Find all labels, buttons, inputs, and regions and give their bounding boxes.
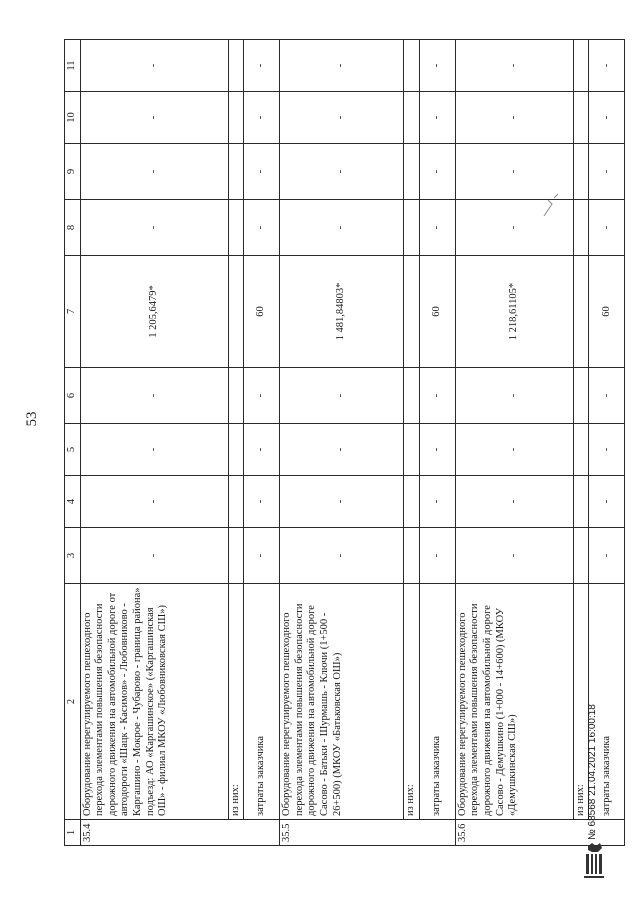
page-number: 53 <box>24 411 40 427</box>
table-row <box>280 40 404 846</box>
header-cell: 8 <box>65 200 81 256</box>
table-cell: - <box>589 476 625 528</box>
table-cell: - <box>419 528 455 584</box>
table-cell: - <box>280 476 404 528</box>
table-row <box>244 40 280 846</box>
subrow-label: из них: <box>404 584 420 820</box>
table-cell: - <box>455 528 573 584</box>
table-cell: - <box>280 528 404 584</box>
table-cell: - <box>244 368 280 424</box>
registration-stamp-text: № 68568 21.04.2021 16:00:18 <box>587 704 598 840</box>
table-cell: - <box>280 200 404 256</box>
table-cell: - <box>589 92 625 144</box>
table-cell: - <box>589 368 625 424</box>
header-cell: 11 <box>65 40 81 92</box>
table-cell: - <box>80 476 228 528</box>
pen-mark-icon <box>540 190 564 220</box>
table-cell: - <box>244 40 280 92</box>
table-cell: - <box>419 476 455 528</box>
cost-cell: 60 <box>244 256 280 368</box>
subrow-label: затраты заказчика <box>244 584 280 820</box>
header-cell: 1 <box>65 820 81 846</box>
table-cell: - <box>419 368 455 424</box>
subrow-label: затраты заказчика <box>589 584 625 820</box>
table-cell: - <box>589 528 625 584</box>
table-cell: - <box>280 144 404 200</box>
table-cell: - <box>244 144 280 200</box>
table-cell: - <box>419 200 455 256</box>
table-cell: - <box>80 40 228 92</box>
table-cell: - <box>455 424 573 476</box>
table-row <box>404 40 420 846</box>
table-cell: - <box>589 200 625 256</box>
table-row <box>419 40 455 846</box>
table-cell: - <box>280 92 404 144</box>
table-cell: - <box>80 144 228 200</box>
table-cell: - <box>280 40 404 92</box>
table-row <box>228 40 244 846</box>
table-cell: - <box>244 200 280 256</box>
header-cell: 10 <box>65 92 81 144</box>
table-cell: - <box>244 528 280 584</box>
table-cell: - <box>589 424 625 476</box>
table-cell: - <box>455 92 573 144</box>
subrow-label: из них: <box>573 584 589 820</box>
header-cell: 4 <box>65 476 81 528</box>
subrow-label: из них: <box>228 584 244 820</box>
table-cell: - <box>244 476 280 528</box>
row-description: Оборудование нерегулируемого пешеходного перехода элементами повышения безопасности дорожного движения на автомобильной дороге Сасово - Батьки - Шурмашь - Ключи (1+500 - 26+500) (МКОУ «Батьковская ОШ») <box>280 584 404 820</box>
subrow-label: затраты заказчика <box>419 584 455 820</box>
table-cell: - <box>80 368 228 424</box>
table-cell: - <box>419 40 455 92</box>
table-cell: - <box>589 40 625 92</box>
cost-cell: 1 205,6479* <box>80 256 228 368</box>
header-cell: 5 <box>65 424 81 476</box>
table-cell: - <box>244 424 280 476</box>
data-table <box>64 39 625 846</box>
table-cell: - <box>589 144 625 200</box>
table-cell: - <box>455 368 573 424</box>
table-cell: - <box>419 92 455 144</box>
row-number: 35.6 <box>455 820 625 846</box>
header-row <box>65 40 81 846</box>
header-cell: 9 <box>65 144 81 200</box>
header-cell: 6 <box>65 368 81 424</box>
table-cell: - <box>80 424 228 476</box>
table-cell: - <box>419 424 455 476</box>
row-description: Оборудование нерегулируемого пешеходного перехода элементами повышения безопасности дорожного движения на автомобильной дороге Сасово - Демушкино (1+000 - 14+600) (МКОУ «Демушкинская СШ») <box>455 584 573 820</box>
header-cell: 7 <box>65 256 81 368</box>
table-row <box>80 40 228 846</box>
cost-cell: 60 <box>419 256 455 368</box>
cost-cell: 1 481,84803* <box>280 256 404 368</box>
row-description: Оборудование нерегулируемого пешеходного перехода элементами повышения безопасности дорожного движения на автомобильной дороге от автодороги «Шацк - Касимов» - Любовниково - Каргашино - Мокрое - Чубарово - граница района» подъезд: АО «Каргашинское» («Каргашинская ОШ» - филиал МКОУ «Любовниковская СШ») <box>80 584 228 820</box>
row-number: 35.4 <box>80 820 280 846</box>
table-cell: - <box>80 200 228 256</box>
table-cell: - <box>455 144 573 200</box>
table-cell: - <box>455 476 573 528</box>
emblem-logo-icon <box>578 840 612 884</box>
table-cell: - <box>419 144 455 200</box>
table-cell: - <box>80 528 228 584</box>
header-cell: 3 <box>65 528 81 584</box>
table-cell: - <box>80 92 228 144</box>
cost-cell: 1 218,61105* <box>455 256 573 368</box>
table-cell: - <box>244 92 280 144</box>
registration-stamp <box>585 700 601 840</box>
table-container <box>64 40 612 846</box>
table-cell: - <box>280 424 404 476</box>
table-cell: - <box>455 40 573 92</box>
cost-cell: 60 <box>589 256 625 368</box>
table-cell: - <box>280 368 404 424</box>
table-cell: - <box>455 200 573 256</box>
table-row <box>455 40 573 846</box>
header-cell: 2 <box>65 584 81 820</box>
row-number: 35.5 <box>280 820 456 846</box>
